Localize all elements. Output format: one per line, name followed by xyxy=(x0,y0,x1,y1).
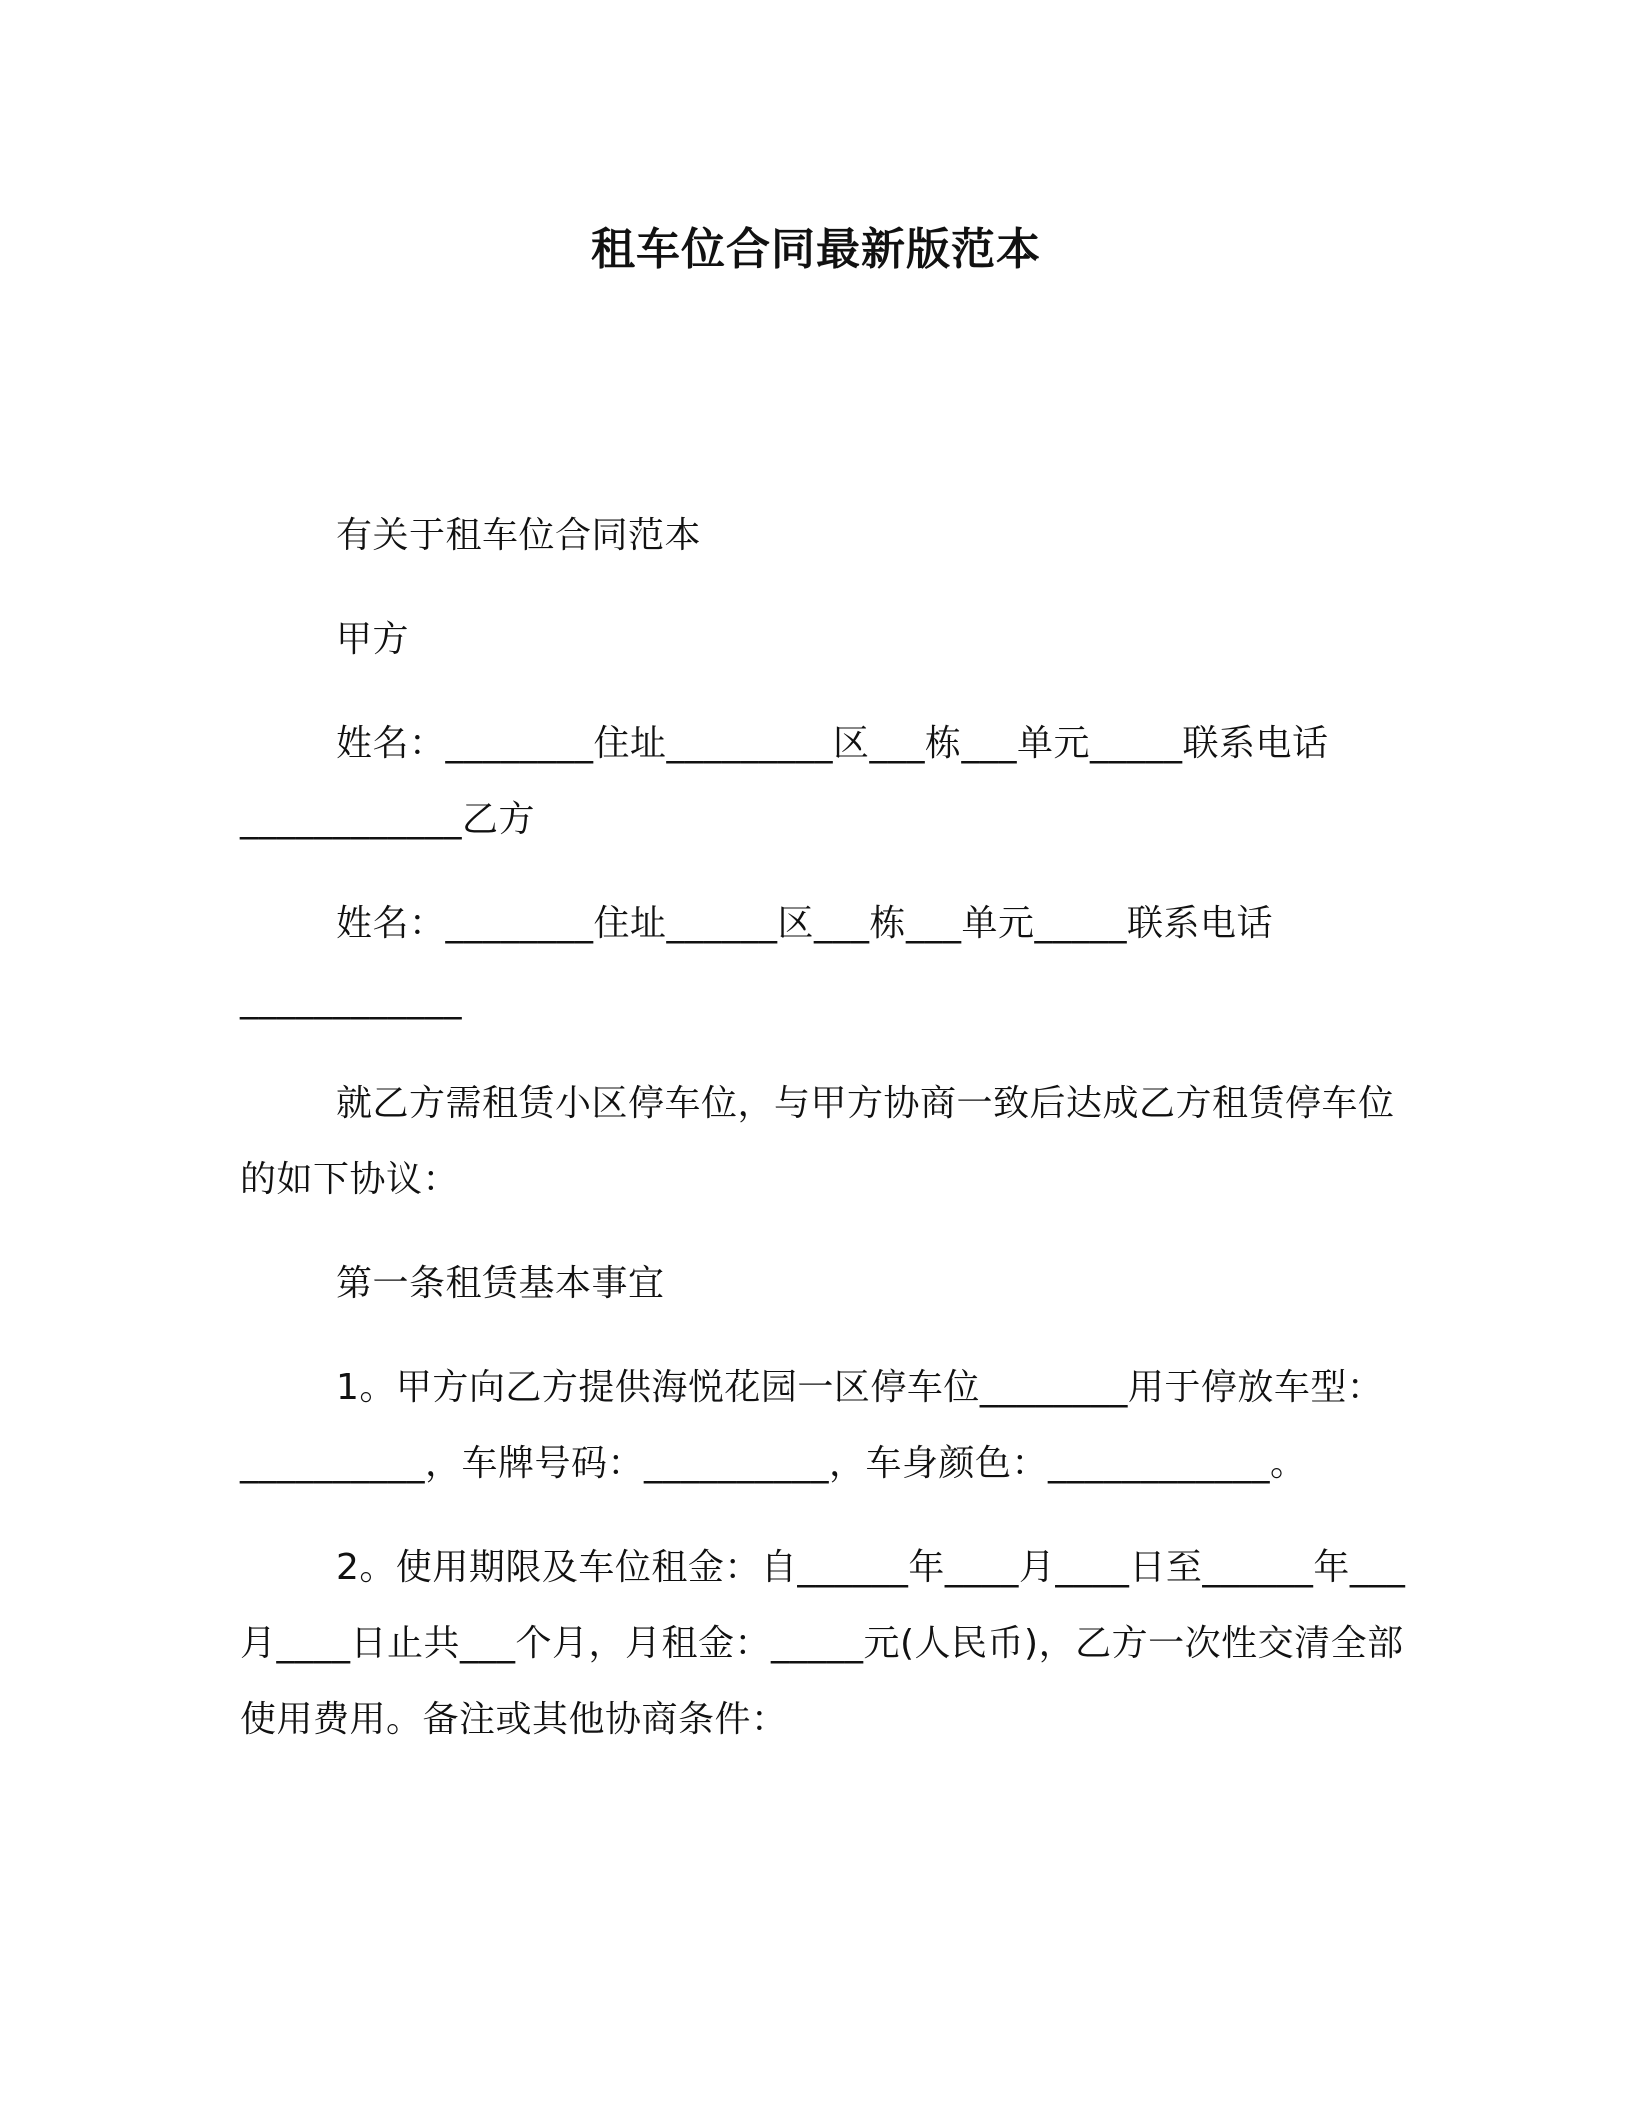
paragraph-party-b-details: 姓名：________住址______区___栋___单元_____联系电话____________ xyxy=(240,903,1274,1020)
paragraph-intro: 有关于租车位合同范本 xyxy=(336,515,702,556)
paragraph-party-a: 甲方 xyxy=(336,619,410,660)
document-body xyxy=(240,498,1410,1758)
paragraph-agreement-intro: 就乙方需租赁小区停车位，与甲方协商一致后达成乙方租赁停车位的如下协议： xyxy=(240,1083,1395,1200)
document-title: 租车位合同最新版范本 xyxy=(591,224,1041,275)
paragraph-party-a-details: 姓名：________住址_________区___栋___单元_____联系电话____________乙方 xyxy=(240,723,1329,840)
paragraph-clause-2: 2。使用期限及车位租金：自______年____月____日至______年___月____日止共___个月，月租金：_____元(人民币)，乙方一次性交清全部使用费用。备注或其他协商条件： xyxy=(240,1547,1406,1740)
paragraph-clause-1: 1。甲方向乙方提供海悦花园一区停车位________用于停放车型：__________，车牌号码：__________，车身颜色：____________。 xyxy=(240,1367,1384,1484)
paragraph-article-one-heading: 第一条租赁基本事宜 xyxy=(336,1263,665,1304)
